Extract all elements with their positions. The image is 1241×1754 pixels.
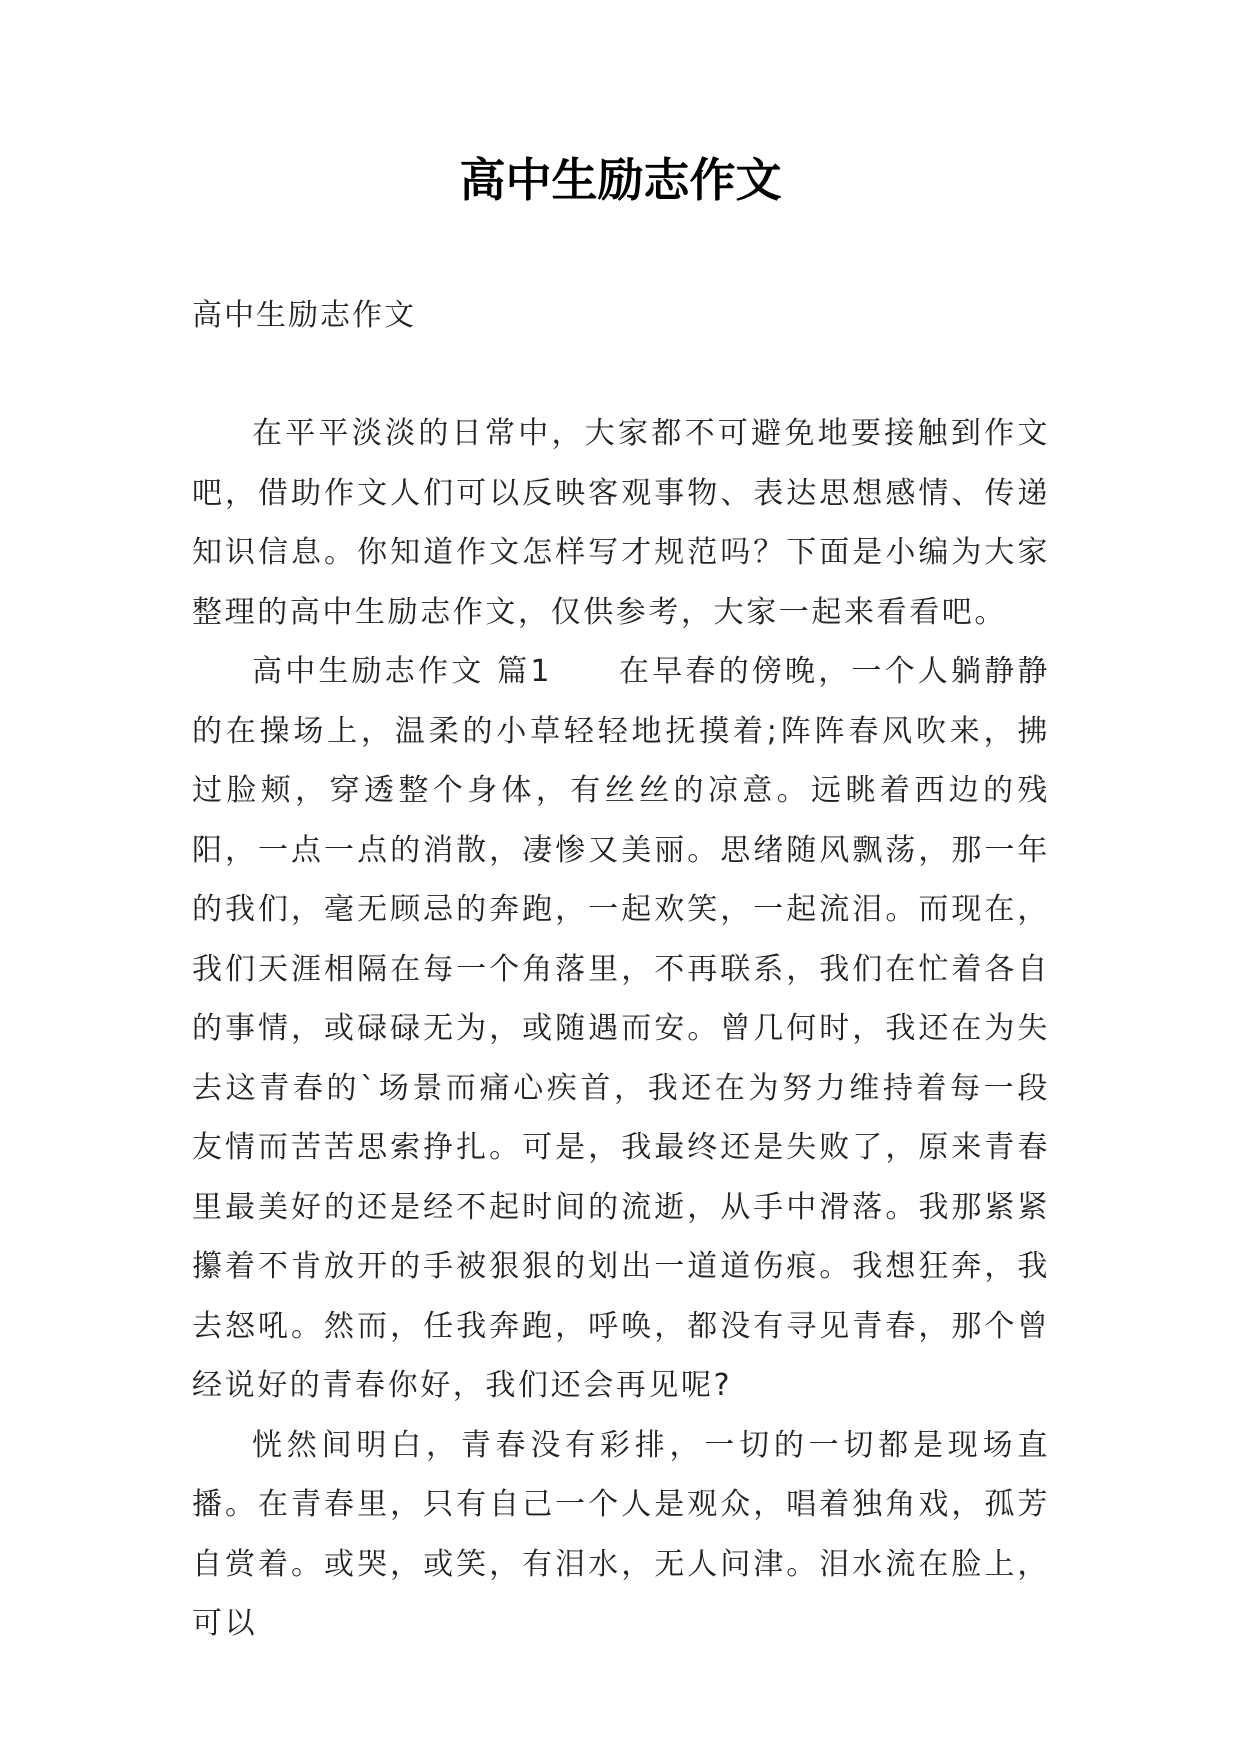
- paragraph-essay-1: 高中生励志作文 篇1 在早春的傍晚，一个人躺静静的在操场上，温柔的小草轻轻地抚摸着;阵阵春风吹来，拂过脸颊，穿透整个身体，有丝丝的凉意。远眺着西边的残阳，一点一点的消散，凄惨又美丽。思绪随风飘荡，那一年的我们，毫无顾忌的奔跑，一起欢笑，一起流泪。而现在，我们天涯相隔在每一个角落里，不再联系，我们在忙着各自的事情，或碌碌无为，或随遇而安。曾几何时，我还在为失去这青春的`场景而痛心疾首，我还在为努力维持着每一段友情而苦苦思索挣扎。可是，我最终还是失败了，原来青春里最美好的还是经不起时间的流逝，从手中滑落。我那紧紧攥着不肯放开的手被狠狠的划出一道道伤痕。我想狂奔，我去怒吼。然而，任我奔跑，呼唤，都没有寻见青春，那个曾经说好的青春你好，我们还会再见呢?: [192, 654, 1050, 1403]
- document-body: [192, 404, 1050, 1654]
- document-subtitle: 高中生励志作文: [192, 298, 416, 333]
- document-title: 高中生励志作文: [459, 153, 782, 207]
- paragraph-essay-2: 恍然间明白，青春没有彩排，一切的一切都是现场直播。在青春里，只有自己一个人是观众，唱着独角戏，孤芳自赏着。或哭，或笑，有泪水，无人问津。泪水流在脸上，可以: [192, 1427, 1050, 1641]
- paragraph-intro: 在平平淡淡的日常中，大家都不可避免地要接触到作文吧，借助作文人们可以反映客观事物、表达思想感情、传递知识信息。你知道作文怎样写才规范吗？下面是小编为大家整理的高中生励志作文，仅供参考，大家一起来看看吧。: [192, 416, 1050, 630]
